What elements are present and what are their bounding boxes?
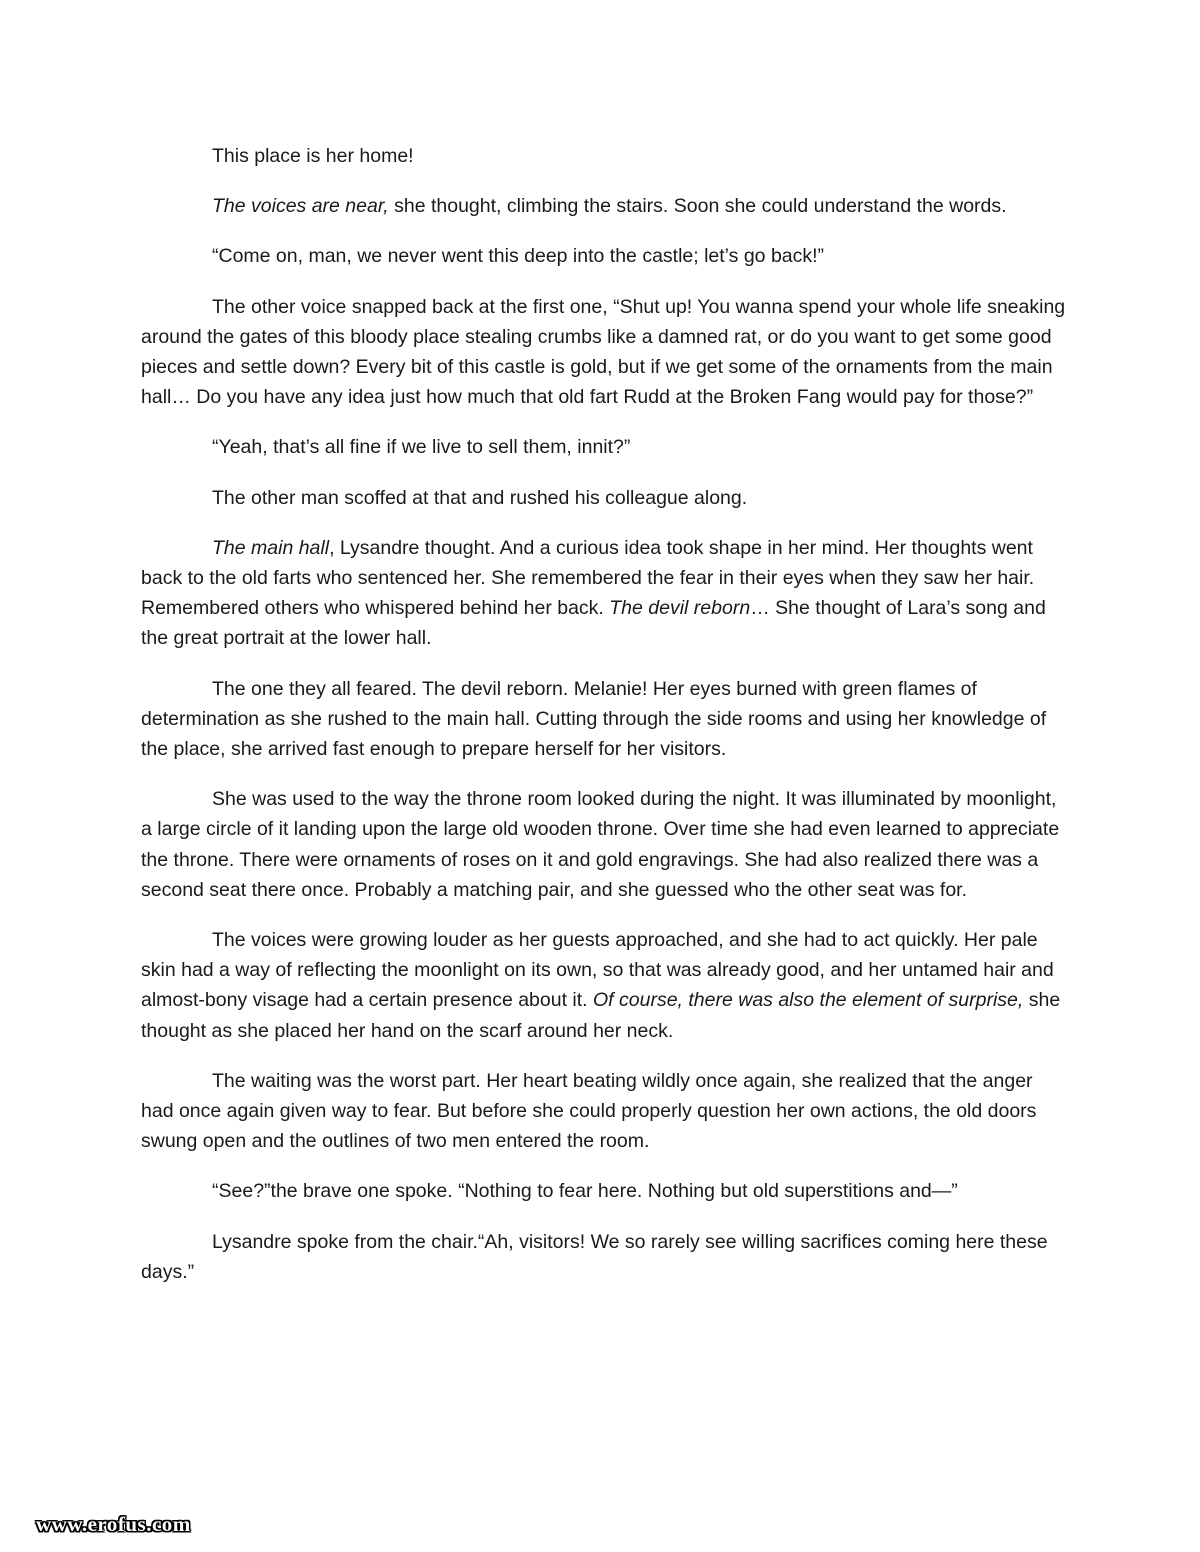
text-segment: “Yeah, that’s all fine if we live to sell them, innit?” xyxy=(212,436,631,459)
text-segment: she thought, climbing the stairs. Soon she could understand the words. xyxy=(388,195,1007,218)
paragraph xyxy=(141,483,1066,513)
paragraph xyxy=(141,292,1066,413)
text-segment: The other voice snapped back at the first one, “Shut up! You wanna spend your whole life sneaking around the gates of this bloody place stealing crumbs like a damned rat, or do you want to get some good pieces and settle down? Every bit of this castle is gold, but if we get some of the ornaments from the main hall… Do you have any idea just how much that old fart Rudd at the Broken Fang would pay for those?” xyxy=(141,295,1066,409)
paragraph xyxy=(141,141,1066,171)
paragraph xyxy=(141,1176,1066,1206)
text-segment: … She thought of Lara’s song and the great portrait at the lower hall. xyxy=(141,597,1046,650)
italic-text-segment: The devil reborn xyxy=(609,597,751,620)
paragraph xyxy=(141,674,1066,765)
paragraph xyxy=(141,191,1066,221)
italic-text-segment: Of course, there was also the element of surprise, xyxy=(593,989,1024,1012)
text-segment: The one they all feared. The devil reborn. Melanie! Her eyes burned with green flames of determination as she rushed to the main hall. Cutting through the side rooms and using her knowledge of the place, she arrived fast enough to prepare herself for her visitors. xyxy=(141,677,1047,761)
text-segment: This place is her home! xyxy=(212,145,414,167)
text-segment: Lysandre spoke from the chair.“Ah, visitors! We so rarely see willing sacrifices coming here these days.” xyxy=(141,1230,1048,1283)
paragraph xyxy=(141,1227,1066,1287)
document-page xyxy=(141,141,1066,1307)
italic-text-segment: The main hall xyxy=(212,536,330,559)
paragraph xyxy=(141,432,1066,462)
paragraph xyxy=(141,925,1066,1046)
paragraph xyxy=(141,533,1066,654)
paragraph xyxy=(141,241,1066,271)
italic-text-segment: The voices are near, xyxy=(212,195,389,218)
paragraph xyxy=(141,1066,1066,1157)
watermark-text: www.erofus.com xyxy=(36,1512,191,1536)
text-segment: “See?”the brave one spoke. “Nothing to fear here. Nothing but old superstitions and—” xyxy=(212,1180,958,1203)
text-segment: “Come on, man, we never went this deep into the castle; let’s go back!” xyxy=(212,245,825,268)
text-segment: The waiting was the worst part. Her heart beating wildly once again, she realized that the anger had once again given way to fear. But before she could properly question her own actions, the old doors swung open and the outlines of two men entered the room. xyxy=(141,1069,1037,1153)
text-segment: The voices were growing louder as her guests approached, and she had to act quickly. Her pale skin had a way of reflecting the moonlight on its own, so that was already good, and her untamed hair and almost-bony visage had a certain presence about it. xyxy=(141,929,1054,1012)
text-segment: , Lysandre thought. And a curious idea took shape in her mind. Her thoughts went back to the old farts who sentenced her. She remembered the fear in their eyes when they saw her hair. Remembered others who whispered behind her back. xyxy=(141,536,1035,620)
text-segment: The other man scoffed at that and rushed his colleague along. xyxy=(212,486,748,509)
text-segment: she thought as she placed her hand on the scarf around her neck. xyxy=(141,989,1061,1042)
text-segment: She was used to the way the throne room looked during the night. It was illuminated by moonlight, a large circle of it landing upon the large old wooden throne. Over time she had even learned to appreciate the throne. There were ornaments of roses on it and gold engravings. She had also realized there was a second seat there once. Probably a matching pair, and she guessed who the other seat was for. xyxy=(141,788,1060,901)
paragraph xyxy=(141,784,1066,905)
